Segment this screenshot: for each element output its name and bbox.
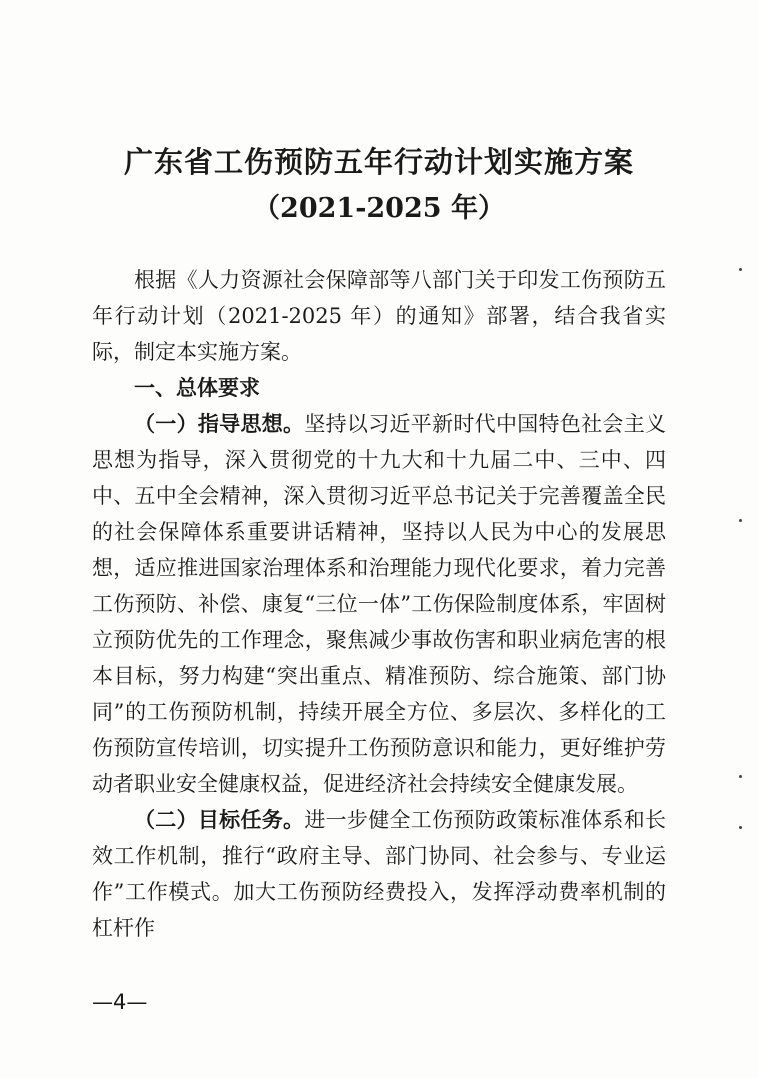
- scan-speck: [739, 826, 742, 829]
- paragraph-target-tasks: [92, 802, 666, 946]
- paragraph-lead: （二）目标任务。: [134, 807, 305, 832]
- paragraph-lead: （一）指导思想。: [134, 411, 305, 436]
- paragraph-guiding-thought: [92, 406, 666, 802]
- document-body: [92, 262, 666, 946]
- scan-speck: [739, 775, 742, 778]
- intro-paragraph: 根据《人力资源社会保障部等八部门关于印发工伤预防五年行动计划（2021-2025 年）的通知》部署，结合我省实际，制定本实施方案。: [92, 268, 666, 364]
- page-number: —4—: [92, 990, 148, 1014]
- section-heading: 一、总体要求: [134, 376, 260, 400]
- scan-speck: [739, 519, 742, 522]
- paragraph-text: 坚持以习近平新时代中国特色社会主义思想为指导，深入贯彻党的十九大和十九届二中、三中、四中、五中全会精神，深入贯彻习近平总书记关于完善覆盖全民的社会保障体系重要讲话精神，坚持以人民为中心的发展思想，适应推进国家治理体系和治理能力现代化要求，着力完善工伤预防、补偿、康复“三位一体”工伤保险制度体系，牢固树立预防优先的工作理念，聚焦减少事故伤害和职业病危害的根本目标，努力构建“突出重点、精准预防、综合施策、部门协同”的工伤预防机制，持续开展全方位、多层次、多样化的工伤预防宣传培训，切实提升工伤预防意识和能力，更好维护劳动者职业安全健康权益，促进经济社会持续安全健康发展。: [92, 412, 667, 796]
- document-title: 广东省工伤预防五年行动计划实施方案: [123, 145, 634, 179]
- document-subtitle: （2021-2025 年）: [253, 193, 505, 224]
- paragraph-text: 进一步健全工伤预防政策标准体系和长效工作机制，推行“政府主导、部门协同、社会参与、专业运作”工作模式。加大工伤预防经费投入，发挥浮动费率机制的杠杆作: [92, 808, 667, 940]
- scan-speck: [739, 268, 742, 271]
